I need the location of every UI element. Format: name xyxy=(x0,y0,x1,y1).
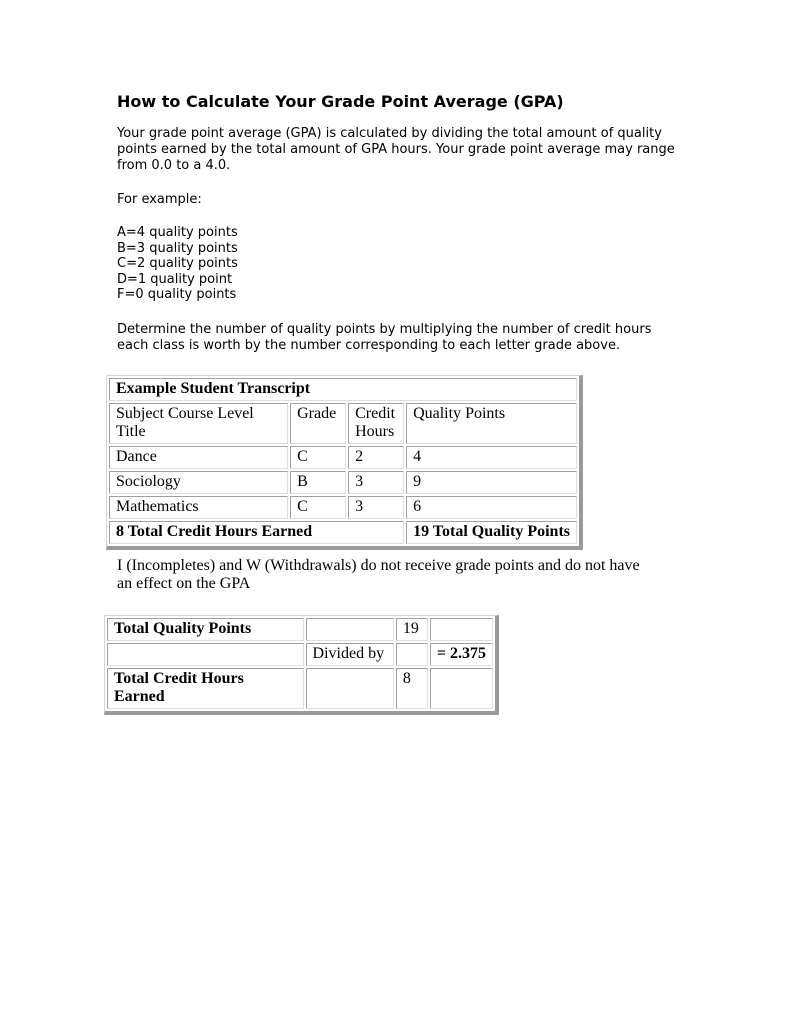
row-grade: C xyxy=(290,496,346,519)
gpa-calculation-table xyxy=(104,615,499,715)
calc-hours-label: Total Credit Hours Earned xyxy=(107,668,304,709)
row-subject: Dance xyxy=(109,446,288,469)
table-row xyxy=(109,471,577,494)
transcript-total-row xyxy=(109,521,577,544)
calc-quality-row xyxy=(107,618,493,641)
calc-empty-cell xyxy=(396,643,428,666)
transcript-caption-row xyxy=(109,378,577,401)
row-quality-points: 9 xyxy=(406,471,577,494)
grade-scale-list xyxy=(117,225,238,303)
determine-paragraph: Determine the number of quality points by multiplying the number of credit hours each class is worth by the number corresponding to each letter grade above. xyxy=(117,322,652,353)
transcript-caption: Example Student Transcript xyxy=(109,378,577,401)
row-subject: Mathematics xyxy=(109,496,288,519)
calc-empty-cell xyxy=(107,643,304,666)
calc-empty-cell xyxy=(430,618,493,641)
grade-scale-c: C=2 quality points xyxy=(117,256,238,272)
grade-scale-a: A=4 quality points xyxy=(117,225,238,240)
row-quality-points: 4 xyxy=(406,446,577,469)
calc-quality-value: 19 xyxy=(396,618,428,641)
grade-scale-f: F=0 quality points xyxy=(117,287,237,303)
total-quality-points: 19 Total Quality Points xyxy=(406,521,577,544)
grade-scale-d: D=1 quality point xyxy=(117,271,233,287)
row-credit-hours: 2 xyxy=(348,446,404,469)
header-subject: Subject Course Level Title xyxy=(109,403,288,444)
row-grade: B xyxy=(290,471,346,494)
row-subject: Sociology xyxy=(109,471,288,494)
header-credit-hours: Credit Hours xyxy=(348,403,404,444)
calc-empty-cell xyxy=(306,618,394,641)
grade-scale-b: B=3 quality points xyxy=(117,240,238,256)
calc-empty-cell xyxy=(306,668,394,709)
calc-hours-row xyxy=(107,668,493,709)
calc-hours-value: 8 xyxy=(396,668,428,709)
header-grade: Grade xyxy=(290,403,346,444)
transcript-header-row xyxy=(109,403,577,444)
row-credit-hours: 3 xyxy=(348,496,404,519)
row-credit-hours: 3 xyxy=(348,471,404,494)
table-row xyxy=(109,496,577,519)
intro-paragraph: Your grade point average (GPA) is calculated by dividing the total amount of quality points earned by the total amount of GPA hours. Your grade point average may range from 0.0 to a 4.0. xyxy=(117,126,675,173)
page-title: How to Calculate Your Grade Point Average (GPA) xyxy=(117,92,564,111)
calc-result: = 2.375 xyxy=(430,643,493,666)
calc-empty-cell xyxy=(430,668,493,709)
calc-divided-row xyxy=(107,643,493,666)
transcript-table xyxy=(106,375,583,550)
for-example-text: For example: xyxy=(117,192,202,207)
calc-divided-by: Divided by xyxy=(306,643,394,666)
row-grade: C xyxy=(290,446,346,469)
calc-quality-label: Total Quality Points xyxy=(107,618,304,641)
total-credit-hours: 8 Total Credit Hours Earned xyxy=(109,521,404,544)
incompletes-note: I (Incompletes) and W (Withdrawals) do not receive grade points and do not have an effect on the GPA xyxy=(117,557,640,592)
row-quality-points: 6 xyxy=(406,496,577,519)
header-quality-points: Quality Points xyxy=(406,403,577,444)
table-row xyxy=(109,446,577,469)
